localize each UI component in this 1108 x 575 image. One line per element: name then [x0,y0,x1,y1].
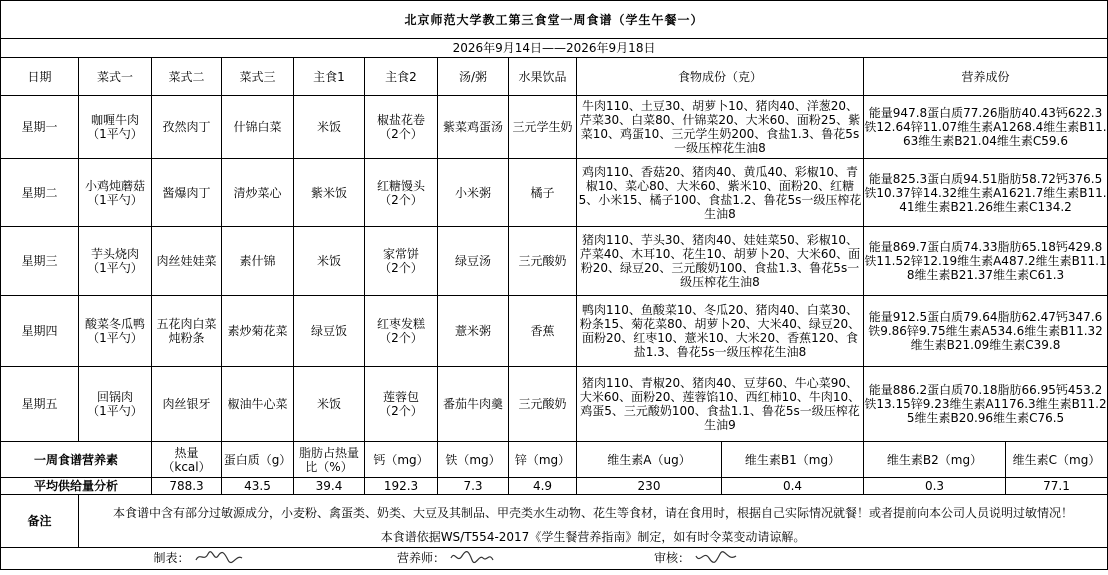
dish1-portion: （1平勺） [87,192,143,207]
dish2-cell [152,296,222,367]
summary-value-fat: 39.4 [294,478,365,495]
dish2-name: 孜然肉丁 [162,120,211,134]
fruit-name: 三元酸奶 [509,367,577,442]
dish1-portion: （1平勺） [87,404,143,418]
staple2-name: 家常饼 [382,247,419,261]
fruit-name: 三元酸奶 [509,227,577,296]
staple1-name: 米饭 [294,367,365,442]
reviewer-label: 审核： [653,551,690,565]
header-nutrition: 营养成份 [864,58,1108,96]
staple2-name: 椒盐花卷 [376,113,425,127]
nutrition-text: 能量947.8蛋白质77.26脂肪40.43钙622.3铁12.64锌11.07维生素A1268.4维生素B11.63维生素B21.04维生素C59.6 [864,96,1108,159]
dish2-name: 肉丝银牙 [162,397,211,411]
dish1-cell [79,367,152,442]
header-day: 日期 [1,58,79,96]
maker-signature [101,548,296,569]
ingredients-text: 猪肉110、青椒20、猪肉40、豆芽60、牛心菜90、大米60、面粉20、莲蓉馅10、西红柿10、牛肉10、鸡蛋5、三元酸奶100、食盐1.1、鲁花5s一级压榨花生油9 [577,367,864,442]
fruit-name: 三元学生奶 [509,96,577,159]
day-label: 星期三 [1,227,79,296]
dish2-cell [152,159,222,227]
staple2-name: 红糖馒头 [376,178,425,193]
dish2-name: 五花肉白菜 [156,317,217,331]
reviewer-signature [596,548,796,569]
summary-header-fat-label: 脂肪占热量 [298,445,359,460]
day-label: 星期二 [1,159,79,227]
staple2-cell [365,227,438,296]
notes-content [79,495,1108,548]
notes-row [1,495,1108,548]
header-fruit: 水果饮品 [509,58,577,96]
allergen-notice: 本食谱中含有部分过敏源成分，小麦粉、禽蛋类、奶类、大豆及其制品、甲壳类水生动物、花生等食材，请在食用时，根据自己实际情况就餐！或者提前向本公司人员说明过敏情况！ [113,506,1074,520]
date-range: 2026年9月14日——2026年9月18日 [1,39,1108,58]
ingredients-text: 牛肉110、土豆30、胡萝卜10、猪肉40、洋葱20、芹菜30、白菜80、什锦菜20、大米60、面粉25、紫菜10、鸡蛋10、三元学生奶200、食盐1.3、鲁花5s一级压榨花生油8 [577,96,864,159]
nutrition-text: 能量869.7蛋白质74.33脂肪65.18钙429.8铁11.52锌12.19维生素A487.2维生素B11.18维生素B21.37维生素C61.3 [864,227,1108,296]
summary-header-vitamin-c: 维生素C（mg） [1006,442,1108,478]
staple1-name: 米饭 [294,96,365,159]
summary-header-iron: 铁（mg） [438,442,509,478]
staple2-count: （2个） [379,127,423,141]
summary-value-vitamin-a: 230 [577,478,722,495]
nutrition-text: 能量825.3蛋白质94.51脂肪58.72钙376.5铁10.37锌14.32维生素A1621.7维生素B11.41维生素B21.26维生素C134.2 [864,159,1108,227]
dish1-name: 芋头烧肉 [90,247,139,261]
dish1-cell [79,96,152,159]
dish2-name: 酱爆肉丁 [162,185,211,200]
ingredients-text: 猪肉110、芋头30、猪肉40、娃娃菜50、彩椒10、芹菜40、木耳10、花生10、胡萝卜20、大米60、面粉20、绿豆20、三元酸奶100、食盐1.3、鲁花5s一级压榨花生油8 [577,227,864,296]
summary-header-row [1,442,1108,478]
header-dish1: 菜式一 [79,58,152,96]
reviewer-signature-handwriting [694,548,738,569]
guideline-notice: 本食谱依据WS/T554-2017《学生餐营养指南》制定，如有时令菜变动请谅解。 [380,530,806,544]
signature-cell [1,548,1108,570]
ingredients-text: 鸭肉110、鱼酸菜10、冬瓜20、猪肉40、白菜30、粉条15、菊花菜80、胡萝卜20、大米40、绿豆20、面粉20、红枣10、薏米10、大米20、香蕉120、食盐1.3、鲁花5s一级压榨花生油8 [577,296,864,367]
summary-header-energy-label: 热量 [174,445,199,460]
nutritionist-label: 营养师： [396,551,445,565]
header-dish2: 菜式二 [152,58,222,96]
dish3-name: 素什锦 [222,227,294,296]
day-label: 星期四 [1,296,79,367]
dish1-name: 咖喱牛肉 [90,113,139,127]
summary-header-zinc: 锌（mg） [509,442,577,478]
fruit-name: 橘子 [509,159,577,227]
summary-header-energy-unit: （kcal） [162,459,211,474]
summary-header-calcium: 钙（mg） [365,442,438,478]
table-row [1,227,1108,296]
dish1-name: 酸菜冬瓜鸭 [84,317,145,331]
day-label: 星期一 [1,96,79,159]
staple2-cell [365,96,438,159]
signature-row [1,548,1108,570]
header-staple2: 主食2 [365,58,438,96]
dish2-cell [152,367,222,442]
dish1-portion: （1平勺） [87,261,143,275]
dish1-cell [79,159,152,227]
summary-header-protein: 蛋白质（g） [222,442,294,478]
summary-value-zinc: 4.9 [509,478,577,495]
staple2-cell [365,159,438,227]
table-row [1,367,1108,442]
staple2-name: 红枣发糕 [376,317,425,331]
dish3-name: 什锦白菜 [222,96,294,159]
table-row [1,296,1108,367]
summary-value-vitamin-b2: 0.3 [864,478,1006,495]
staple2-cell [365,296,438,367]
summary-header-energy [152,442,222,478]
summary-values-row [1,478,1108,495]
soup-name: 紫菜鸡蛋汤 [438,96,509,159]
staple2-count: （2个） [379,192,423,207]
summary-value-vitamin-c: 77.1 [1006,478,1108,495]
summary-header-vitamin-a: 维生素A（ug） [577,442,722,478]
dish3-name: 清炒菜心 [222,159,294,227]
dish1-name: 回锅肉 [96,390,133,404]
page-title: 北京师范大学教工第三食堂一周食谱（学生午餐一） [1,1,1108,39]
dish1-cell [79,227,152,296]
staple1-name: 紫米饭 [294,159,365,227]
soup-name: 绿豆汤 [438,227,509,296]
soup-name: 番茄牛肉羹 [438,367,509,442]
header-ingredients: 食物成份（克） [577,58,864,96]
summary-label: 一周食谱营养素 [1,442,152,478]
nutrition-text: 能量912.5蛋白质79.64脂肪62.47钙347.6铁9.86锌9.75维生素A534.6维生素B11.32维生素B21.09维生素C39.8 [864,296,1108,367]
summary-value-vitamin-b1: 0.4 [722,478,864,495]
staple2-count: （2个） [379,404,423,418]
staple2-cell [365,367,438,442]
soup-name: 薏米粥 [438,296,509,367]
fruit-name: 香蕉 [509,296,577,367]
ingredients-text: 鸡肉110、香菇20、猪肉40、黄瓜40、彩椒10、青椒10、菜心80、大米60、紫米10、面粉20、红糖5、小米15、橘子100、食盐1.2、鲁花5s一级压榨花生油8 [577,159,864,227]
staple1-name: 米饭 [294,227,365,296]
dish1-portion: （1平勺） [87,127,143,141]
soup-name: 小米粥 [438,159,509,227]
maker-signature-handwriting [194,548,244,569]
summary-analysis-label: 平均供给量分析 [1,478,152,495]
notes-label: 备注 [1,495,79,548]
staple2-count: （2个） [379,261,423,275]
summary-header-fat [294,442,365,478]
nutritionist-signature [296,548,596,569]
header-staple1: 主食1 [294,58,365,96]
summary-header-vitamin-b1: 维生素B1（mg） [722,442,864,478]
dish1-cell [79,296,152,367]
table-row [1,159,1108,227]
dish3-name: 素炒菊花菜 [222,296,294,367]
summary-header-vitamin-b2: 维生素B2（mg） [864,442,1006,478]
dish2-name: 肉丝娃娃菜 [156,254,217,268]
dish1-portion: （1平勺） [87,331,143,345]
dish1-name: 小鸡炖蘑菇 [84,178,145,193]
staple2-count: （2个） [379,331,423,345]
day-label: 星期五 [1,367,79,442]
dish2-cell [152,227,222,296]
summary-value-iron: 7.3 [438,478,509,495]
summary-header-fat-unit: 比（%） [305,459,353,474]
staple2-name: 莲蓉包 [382,390,419,404]
nutrition-text: 能量886.2蛋白质70.18脂肪66.95钙453.2铁13.15锌9.23维生素A1176.3维生素B11.25维生素B20.96维生素C76.5 [864,367,1108,442]
summary-value-calcium: 192.3 [365,478,438,495]
dish2-extra: 炖粉条 [168,331,205,345]
dish2-cell [152,96,222,159]
maker-label: 制表： [153,551,190,565]
header-dish3: 菜式三 [222,58,294,96]
summary-value-protein: 43.5 [222,478,294,495]
summary-value-energy: 788.3 [152,478,222,495]
dish3-name: 椒油牛心菜 [222,367,294,442]
table-row [1,96,1108,159]
staple1-name: 绿豆饭 [294,296,365,367]
nutritionist-signature-handwriting [449,548,495,569]
header-soup: 汤/粥 [438,58,509,96]
